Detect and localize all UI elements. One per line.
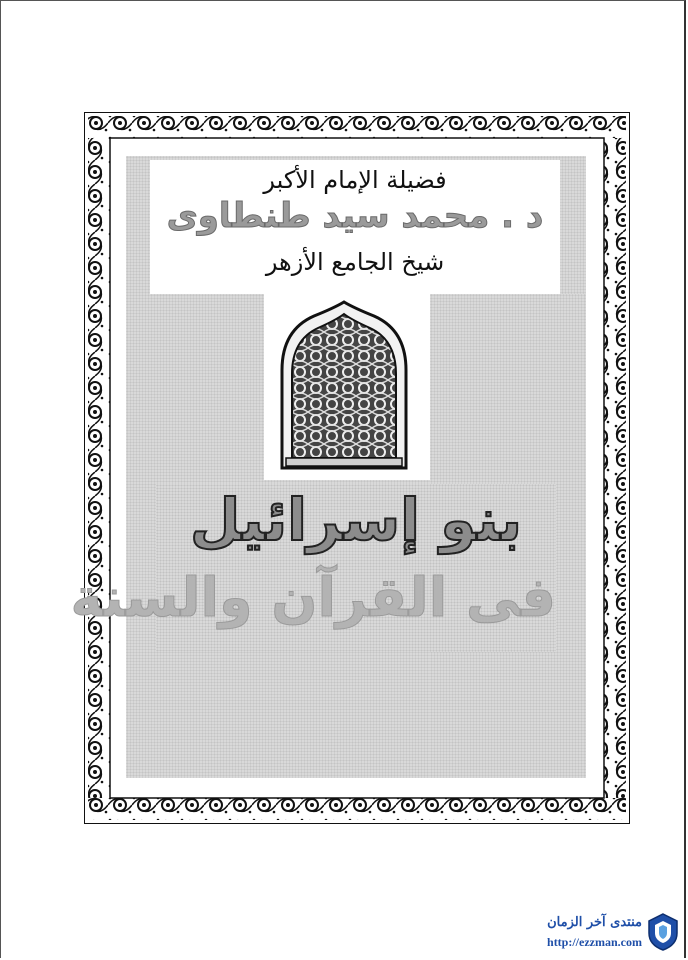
- author-honorific: فضيلة الإمام الأكبر: [263, 166, 447, 194]
- arch-window-icon: [276, 300, 412, 470]
- author-name: د . محمد سيد طنطاوى: [166, 196, 544, 236]
- author-position: شيخ الجامع الأزهر: [265, 248, 445, 276]
- footer-site-name[interactable]: منتدى آخر الزمان: [547, 915, 642, 930]
- book-subtitle: فى القرآن والسنة: [70, 566, 556, 629]
- footer-url-link[interactable]: http://ezzman.com: [547, 935, 642, 949]
- shield-logo-icon[interactable]: [646, 912, 680, 952]
- book-title: بنو إسرائيل: [189, 486, 523, 554]
